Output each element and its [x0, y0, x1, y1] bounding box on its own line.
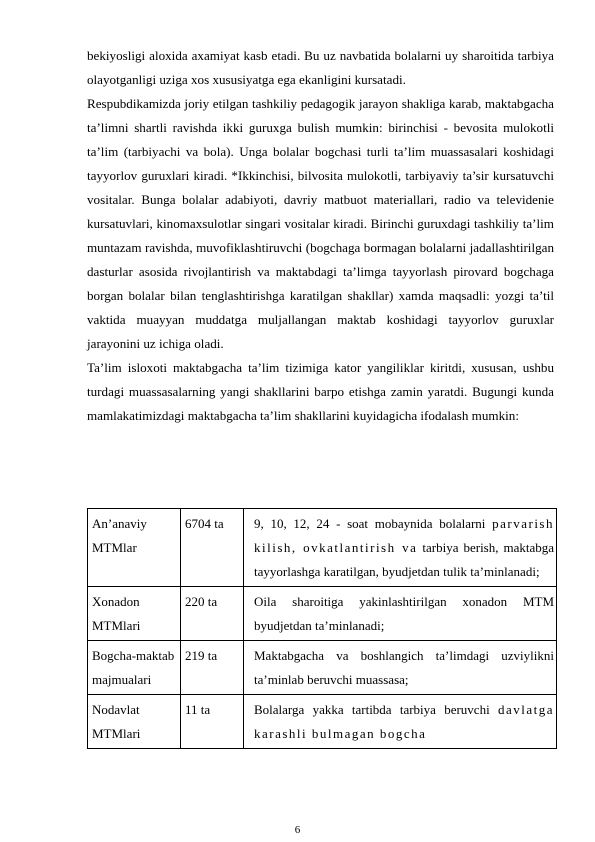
table-cell-description: [244, 509, 557, 587]
table-row: [88, 641, 557, 695]
table-cell-description: [244, 695, 557, 749]
table-cell-description: [244, 587, 557, 641]
body-text: [87, 44, 554, 428]
table-cell-count: 219 ta: [181, 641, 244, 695]
table-cell-count: 11 ta: [181, 695, 244, 749]
table-row: [88, 587, 557, 641]
table-cell-description: [244, 641, 557, 695]
table-cell-name: Nodavlat MTMlari: [88, 695, 181, 749]
table-cell-name: Xonadon MTMlari: [88, 587, 181, 641]
description-text: Oila sharoitiga yakinlashtirilgan xonadon MTM byudjetdan ta’minlanadi;: [254, 594, 554, 633]
table-cell-count: 6704 ta: [181, 509, 244, 587]
description-text: Bolalarga yakka tartibda tarbiya beruvchi: [254, 702, 490, 717]
description-text-spaced: davlatga karashli bulmagan bogcha: [254, 702, 554, 741]
paragraph: bekiyosligi aloxida axamiyat kasb etadi. Bu uz navbatida bolalarni uy sharoitida tarbiya olayotganligi uziga xos xususiyatga ega ekanligini kursatadi.: [87, 48, 554, 87]
preschool-forms-table: [87, 508, 556, 749]
table-row: [88, 509, 557, 587]
description-text: Maktabgacha va boshlangich ta’limdagi uzviylikni ta’minlab beruvchi muassasa;: [254, 648, 554, 687]
table-cell-name: An’anaviy MTMlar: [88, 509, 181, 587]
paragraph: Ta’lim isloxoti maktabgacha ta’lim tizimiga kator yangiliklar kiritdi, xususan, ushbu turdagi muassasalarning yangi shakllarini barpo etishga zamin yaratdi. Bugungi kunda mamlakatimizdagi maktabgacha ta’lim shakllarini kuyidagicha ifodalash mumkin:: [87, 360, 554, 423]
description-text: 9, 10, 12, 24 - soat mobaynida bolalarni: [254, 516, 486, 531]
table-row: [88, 695, 557, 749]
page-number: 6: [294, 824, 301, 836]
paragraph: Respubdikamizda joriy etilgan tashkiliy pedagogik jarayon shakliga karab, maktabgacha ta’limni shartli ravishda ikki guruxga bulish mumkin: birinchisi - bevosita mulokotli ta’lim (tarbiyachi va bola). Unga bolalar bogchasi turli ta’lim muassasalari koshidagi tayyorlov guruxlari kiradi. *Ikkinchisi, bilvosita mulokotli, tarbiyaviy ta’sir kursatuvchi vositalar. Bunga bolalar adabiyoti, davriy matbuot materiallari, radio va televidenie kursatuvlari, kinomaxsulotlar singari vositalar kiradi. Birinchi guruxdagi tashkiliy ta’lim muntazam ravishda, muvofiklashtiruvchi (bogchaga bormagan bolalarni jadallashtirilgan dasturlar asosida rivojlantirish va maktabdagi ta’limga tayyorlash pirovard bogchaga borgan bolalar bilan tenglashtirishga karatilgan shakllar) xamda maqsadli: yozgi ta’til vaktida muayyan muddatga muljallangan maktab koshidagi tayyorlov guruxlar jarayonini uz ichiga oladi.: [87, 96, 554, 351]
description-text: tarbiya berish, maktabga tayyorlashga karatilgan, byudjetdan tulik ta’minlanadi;: [254, 540, 555, 579]
table-cell-name: Bogcha-maktab majmualari: [88, 641, 181, 695]
table-cell-count: 220 ta: [181, 587, 244, 641]
description-text-spaced: parvarish kilish, ovkatlantirish va: [254, 516, 554, 555]
